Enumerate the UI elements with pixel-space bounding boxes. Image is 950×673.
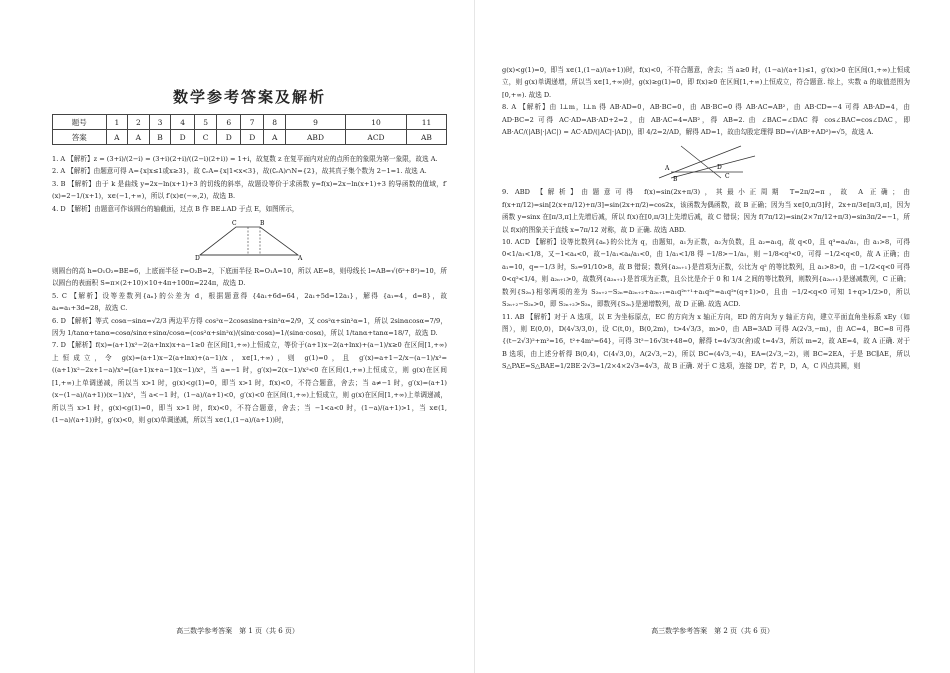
- solution-7-cont: g(x)<g(1)=0，即当 x∈(1,(1−a)/(a+1))时，f(x)<0，不符合题意，舍去；当 a≥0 时，(1−a)/(a+1)≤1，g′(x)>0 在区间(1,+∞)上恒成立，则 g(x)单调递增，所以当 x∈[1,+∞)时，g(x)≥g(1)=0，即 f(x)≥0 在区间[1,+∞)上恒成立，符合题意. 综上，实数 a 的取值范围为[0,+∞). 故选 D.: [502, 66, 910, 99]
- table-cell: D: [240, 130, 263, 145]
- solution-8: 8. A 【解析】由 l⊥m，l⊥n 得 AB·AD=0，AB·BC=0，由 AB·BC=0 得 AB·AC=AB²，由 AB·CD=−4 可得 AB·AD=4，由 AD·BC=2 可得 AC·AD=AB·AD+2=2，由 AB·AC=4=AB²，得 AB=2. 由 ∠BAC=∠DAC 得 cos∠BAC=cos∠DAC，即 AB·AC/(|AB|·|AC|) = AC·AD/(|AC|·|AD|)，即 4/2=2/AD，解得 AD=1，故由勾股定理得 BD=√(AB²+AD²)=√5，故选 A.: [502, 103, 910, 137]
- svg-text:D: D: [717, 164, 722, 172]
- svg-text:C: C: [231, 220, 237, 228]
- table-cell: 6: [217, 115, 240, 130]
- table-row: [53, 115, 447, 130]
- answer-table: [52, 114, 447, 145]
- solution-5: 5. C 【解析】设等差数列{aₙ}的公差为 d，根据题意得 {4a₁+6d=64，2a₁+5d=12a₁}，解得 {a₁=4，d=8}，故 a₄=a₁+3d=28，故选 C.: [52, 291, 447, 313]
- table-cell: AB: [406, 130, 446, 145]
- table-cell: 1: [106, 115, 128, 130]
- table-cell: A: [128, 130, 150, 145]
- table-cell: 9: [285, 115, 345, 130]
- page-footer: 高三数学参考答案 第 1 页（共 6 页）: [176, 627, 299, 635]
- solution-2: 2. A 【解析】由题意可得 A={x|x≤1或x≥3}，故 ∁ᵣA={x|1<x<3}，故(∁ᵣA)∩N={2}，故其真子集个数为 2−1=1. 故选 A.: [52, 167, 427, 176]
- table-cell: 7: [240, 115, 263, 130]
- row-header: 答案: [53, 130, 107, 145]
- table-cell: 3: [149, 115, 171, 130]
- table-cell: A: [106, 130, 128, 145]
- solution-4-cont: 则圆台的高 h=O₁O₂=BE=6，上底面半径 r=O₂B=2，下底面半径 R=O₁A=10，所以 AE=8，则母线长 l=AB=√(6²+8²)=10，所以圆台的表面积 S=π×(2+10)×10+4π+100π=224π，故选 D.: [52, 267, 447, 288]
- table-cell: A: [264, 130, 286, 145]
- svg-text:B: B: [259, 220, 264, 228]
- right-page: [475, 0, 950, 673]
- table-cell: 11: [406, 115, 446, 130]
- table-cell: D: [171, 130, 194, 145]
- page-footer: 高三数学参考答案 第 2 页（共 6 页）: [651, 627, 774, 635]
- table-cell: ABD: [285, 130, 345, 145]
- solution-6: 6. D 【解析】等式 cosα−sinα=√2/3 两边平方得 cos²α−2cosαsinα+sin²α=2/9，又 cos²α+sin²α=1，所以 2sinαcosα=7/9，因为 1/tanα+tanα=cosα/sinα+sinα/cosα=(cos²α+sin²α)/(sinα·cosα)=1/(sinα·cosα)，所以 1/tanα+tanα=18/7，故选 D.: [52, 316, 447, 338]
- svg-text:C: C: [725, 173, 730, 181]
- solution-10: 10. ACD 【解析】设等比数列{aₙ}的公比为 q，由题知，a₁为正数，a₂为负数，且 a₂=a₁q，故 q<0，且 q³=a₄/a₁，由 a₁>8，可得 0<1/a₁<1/8，又−1<a₄<0，故−1/a₁<a₄/a₁<0，由 1/a₁<1/8 得 −1/8>−1/a₁，则 −1/8<q³<0，可得 −1/2<q<0，故 A 正确；由 a₁=10，q=−1/3 时，S₃=91/10>8，故 B 错误；数列{a₂ₙ₊₁}是首项为正数，公比为 q² 的等比数列，且 a₁>8>0，由 −1/2<q<0 可得 0<q²<1/4，则 a₂ₙ₊₁>0，故数列{a₂ₙ₊₁}是首项为正数，且公比是介于 0 和 1/4 之间的等比数列，则数列{a₂ₙ₊₁}是递减数列，C 正确；数列{S₂ₙ}相邻两项的差为 S₂ₙ₊₂−S₂ₙ=a₂ₙ₊₂+a₂ₙ₊₁=a₁q²ⁿ⁺¹+a₁q²ⁿ=a₁q²ⁿ(q+1)>0，且由 −1/2<q<0 可知 1+q>1/2>0，所以 S₂ₙ₊₂−S₂ₙ>0，即 S₂ₙ₊₂>S₂ₙ，即数列{S₂ₙ}是递增数列，故 D 正确. 故选 ACD.: [502, 238, 910, 309]
- svg-text:B: B: [673, 176, 678, 183]
- svg-text:D: D: [194, 255, 200, 262]
- svg-text:A: A: [297, 255, 302, 262]
- table-cell: 10: [346, 115, 407, 130]
- solution-11: 11. AB 【解析】对于 A 选项，以 E 为坐标原点，EC 的方向为 x 轴正方向，ED 的方向为 y 轴正方向，建立平面直角坐标系 xEy（如图），则 E(0,0)，D(4√3/3,0)，设 C(t,0)，B(0,2m)，t>4√3/3，m>0，由 AB=3AD 可得 A(2√3,−m)，由 AC=4，BC=8 可得 {(t−2√3)²+m²=16，t²+4m²=64}，可得 3t²−16√3t+48=0，解得 t=4√3/3(舍)或 t=4√3，所以 m=2，故 AE=4，故 A 正确. 对于 B 选项，由上述分析得 B(0,4)，C(4√3,0)，A(2√3,−2)，所以 BC=(4√3,−4)，EA=(2√3,−2)，则 BC=2EA，于是 BC∥AE，所以 S△PAE=S△BAE=1/2BE·2√3=1/2×4×2√3=4√3，故 B 正确. 对于 C 选项，连接 DP，若 P，D，A，C 四点共圆，则: [502, 312, 910, 371]
- table-cell: 5: [194, 115, 217, 130]
- table-cell: 8: [264, 115, 286, 130]
- table-cell: ACD: [346, 130, 407, 145]
- solution-4: 4. D 【解析】由题意可作该圆台的轴截面，过点 B 作 BE⊥AD 于点 E，如图所示，: [52, 204, 299, 213]
- table-cell: 4: [171, 115, 194, 130]
- table-row: [53, 130, 447, 145]
- row-header: 题号: [53, 115, 107, 130]
- table-cell: 2: [128, 115, 150, 130]
- solution-7: 7. D 【解析】f(x)=(a+1)x²−2(a+lnx)x+a−1≥0 在区间[1,+∞)上恒成立，等价于(a+1)x−2(a+lnx)+(a−1)/x≥0 在区间[1,+∞)上恒成立，令 g(x)=(a+1)x−2(a+lnx)+(a−1)/x，x∈[1,+∞)，则 g(1)=0，且 g′(x)=a+1−2/x−(a−1)/x²=((a+1)x²−2x+1−a)/x²=[(a+1)x+a−1](x−1)/x²，当 a=−1 时，g′(x)=2(x−1)/x²<0 在区间(1,+∞)上恒成立，则 g(x)在区间[1,+∞)上单调递减，所以当 x>1 时，g(x)<g(1)=0，即当 x>1 时，f(x)<0，不符合题意，舍去；当 a≠−1 时，g′(x)=(a+1)(x−(1−a)/(a+1))(x−1)/x²，当 a<−1 时，(1−a)/(a+1)<0，g′(x)<0 在区间(1,+∞)上恒成立，则 g(x)在区间[1,+∞)上单调递减，所以当 x>1 时，g(x)<g(1)=0，即当 x>1 时，f(x)<0，不符合题意，舍去；当 −1<a<0 时，(1−a)/(a+1)>1，当 x∈(1,(1−a)/(a+1))时，g′(x)<0，则 g(x)单调递减，所以当 x∈(1,(1−a)/(a+1))时，: [52, 341, 447, 424]
- svg-text:A: A: [665, 165, 670, 173]
- solution-9: 9. ABD 【解析】由题意可得 f(x)=sin(2x+π/3)，其最小正周期 T=2π/2=π，故 A 正确；由 f(x+π/12)=sin[2(x+π/12)+π/3]=sin(2x+π/2)=cos2x，该函数为偶函数，故 B 正确；因为当 x∈[0,π/3]时，2x+π/3∈[π/3,π]，因为函数 y=sinx 在[π/3,π]上先增后减，所以 f(x)在[0,π/3]上先增后减，故 C 错误；因为 f(7π/12)=sin(2×7π/12+π/3)=sin3π/2=−1，所以 f(x)的图象关于直线 x=7π/12 对称，故 D 正确. 故选 ABD.: [502, 188, 910, 234]
- table-cell: C: [194, 130, 217, 145]
- page-title: 数学参考答案及解析: [172, 88, 326, 106]
- table-cell: D: [217, 130, 240, 145]
- vector-diagram: [651, 142, 761, 182]
- solution-3: 3. B 【解析】由于 k 是曲线 y=2x−ln(x+1)+3 的切线的斜率，故题设等价于求函数 y=f(x)=2x−ln(x+1)+3 的导函数的值域，f′(x)=2−1/(x+1)，x∈(−1,+∞)，所以 f′(x)∈(−∞,2)，故选 B.: [52, 179, 447, 201]
- table-cell: B: [149, 130, 171, 145]
- frustum-diagram: [190, 219, 310, 261]
- solution-1: 1. A 【解析】z = (3+i)/(2−i) = (3+i)(2+i)/((2−i)(2+i)) = 1+i，故复数 z 在复平面内对应的点所在的象限为第一象限，故选 A.: [52, 155, 438, 163]
